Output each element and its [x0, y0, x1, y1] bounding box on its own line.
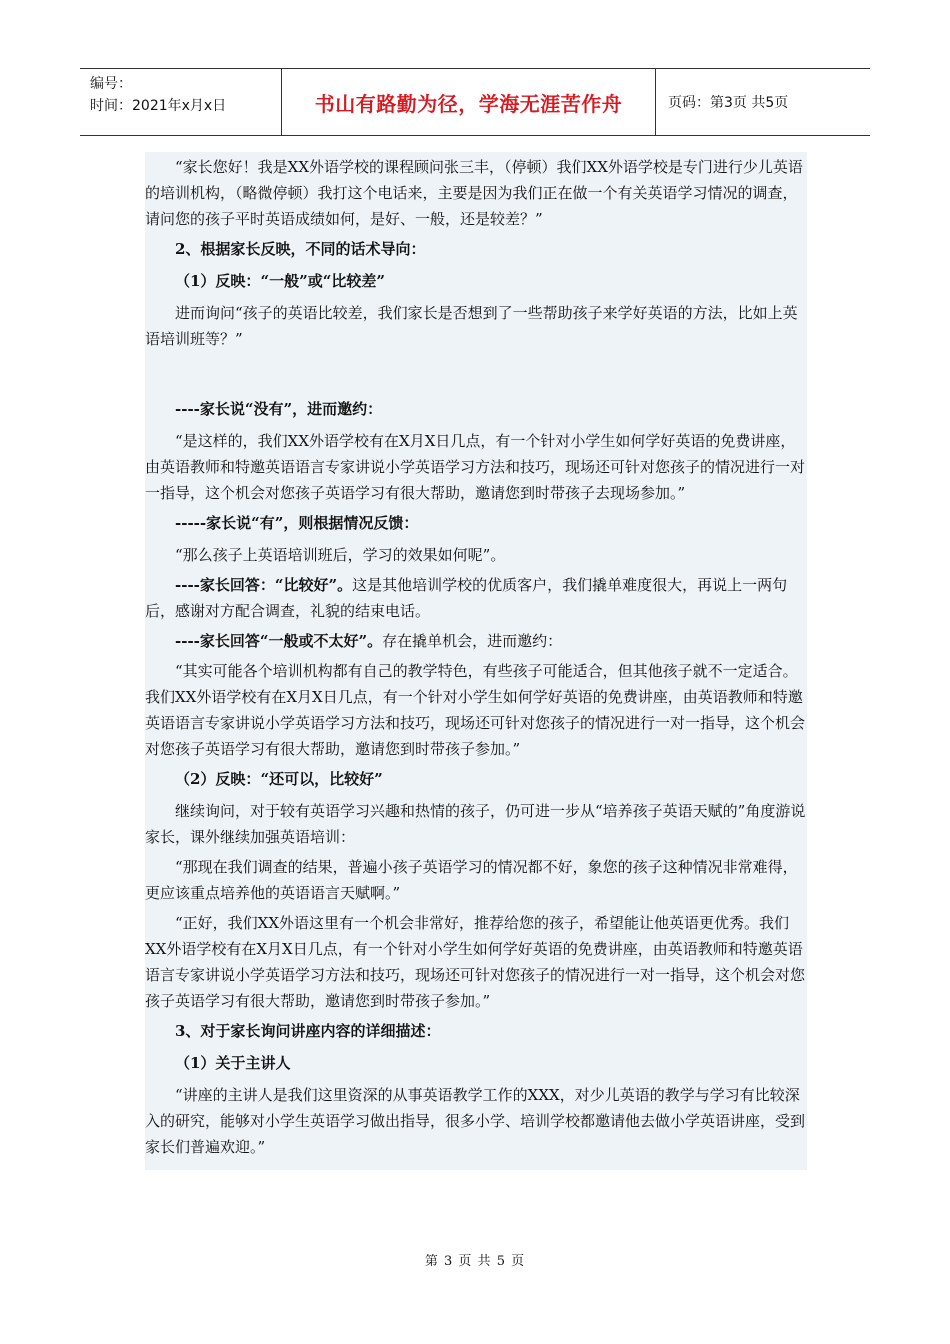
paragraph-recommend-invitation: “正好，我们XX外语这里有一个机会非常好，推荐给您的孩子，希望能让他英语更优秀。我们XX外语学校有在X月X日几点，有一个针对小学生如何学好英语的免费讲座，由英语教师和特邀英语语言专家讲说小学英语学习方法和技巧，现场还可针对您孩子的情况进行一对一指导，这个机会对您孩子英语学习有很大帮助，邀请您到时带孩子参加。” [145, 914, 806, 1010]
header-meta [80, 69, 282, 135]
section-heading-2: 2、根据家长反映，不同的话术导向： [175, 240, 426, 258]
subheading-2-2: （2）反映：“还可以，比较好” [175, 770, 383, 788]
page-footer: 第 3 页 共 5 页 [424, 1254, 526, 1269]
header-motto: 书山有路勤为径，学海无涯苦作舟 [282, 69, 656, 135]
answer-average-text: 存在撬单机会，进而邀约： [382, 632, 563, 650]
paragraph-speaker-intro: “讲座的主讲人是我们这里资深的从事英语教学工作的XXX，对少儿英语的教学与学习有比较深入的研究，能够对小学生英语学习做出指导，很多小学、培训学校都邀请他去做小学英语讲座，受到家长们普遍欢迎。” [145, 1086, 806, 1156]
subheading-parent-says-yes: -----家长说“有”，则根据情况反馈： [175, 514, 419, 532]
document-number-label: 编号： [90, 76, 132, 92]
paragraph-effect-question: “那么孩子上英语培训班后，学习的效果如何呢”。 [175, 546, 506, 564]
paragraph-follow-up-question: 进而询问“孩子的英语比较差，我们家长是否想到了一些帮助孩子来学好英语的方法，比如上英语培训班等？” [145, 304, 798, 348]
paragraph-continue-question: 继续询问，对于较有英语学习兴趣和热情的孩子，仍可进一步从“培养孩子英语天赋的”角度游说家长，课外继续加强英语培训： [145, 802, 806, 846]
subheading-3-1: （1）关于主讲人 [175, 1054, 291, 1072]
subheading-parent-says-no: ----家长说“没有”，进而邀约： [175, 400, 383, 418]
paragraph-answer-good [145, 572, 807, 624]
paragraph-switch-invitation: “其实可能各个培训机构都有自己的教学特色，有些孩子可能适合，但其他孩子就不一定适合。我们XX外语学校有在X月X日几点，有一个针对小学生如何学好英语的免费讲座，由英语教师和特邀英语语言专家讲说小学英语学习方法和技巧，现场还可针对您孩子的情况进行一对一指导，这个机会对您孩子英语学习有很大帮助，邀请您到时带孩子参加。” [145, 662, 806, 758]
subheading-2-1: （1）反映：“一般”或“比较差” [175, 272, 385, 290]
paragraph-answer-average [145, 628, 807, 654]
paragraph-opening-script: “家长您好！我是XX外语学校的课程顾问张三丰，（停顿）我们XX外语学校是专门进行少儿英语的培训机构，（略微停顿）我打这个电话来，主要是因为我们正在做一个有关英语学习情况的调查，请问您的孩子平时英语成绩如何，是好、一般，还是较差？” [145, 158, 803, 228]
paragraph-invitation-script: “是这样的，我们XX外语学校有在X月X日几点，有一个针对小学生如何学好英语的免费讲座，由英语教师和特邀英语语言专家讲说小学英语学习方法和技巧，现场还可针对您孩子的情况进行一对一指导，这个机会对您孩子英语学习有很大帮助，邀请您到时带孩子去现场参加。” [145, 432, 806, 502]
answer-good-text: 这是其他培训学校的优质客户，我们撬单难度很大，再说上一两句后，感谢对方配合调查，礼貌的结束电话。 [145, 576, 788, 620]
page-header [80, 68, 870, 136]
document-time-label: 时间：2021年x月x日 [90, 98, 227, 114]
answer-good-label: ----家长回答：“比较好”。 [175, 576, 353, 594]
paragraph-survey-result: “那现在我们调查的结果，普遍小孩子英语学习的情况都不好，象您的孩子这种情况非常难得，更应该重点培养他的英语语言天赋啊。” [145, 858, 798, 902]
section-heading-3: 3、对于家长询问讲座内容的详细描述： [175, 1022, 441, 1040]
document-body [145, 152, 807, 1170]
header-page-label: 页码：第3页 共5页 [668, 95, 789, 111]
answer-average-label: ----家长回答“一般或不太好”。 [175, 632, 383, 650]
